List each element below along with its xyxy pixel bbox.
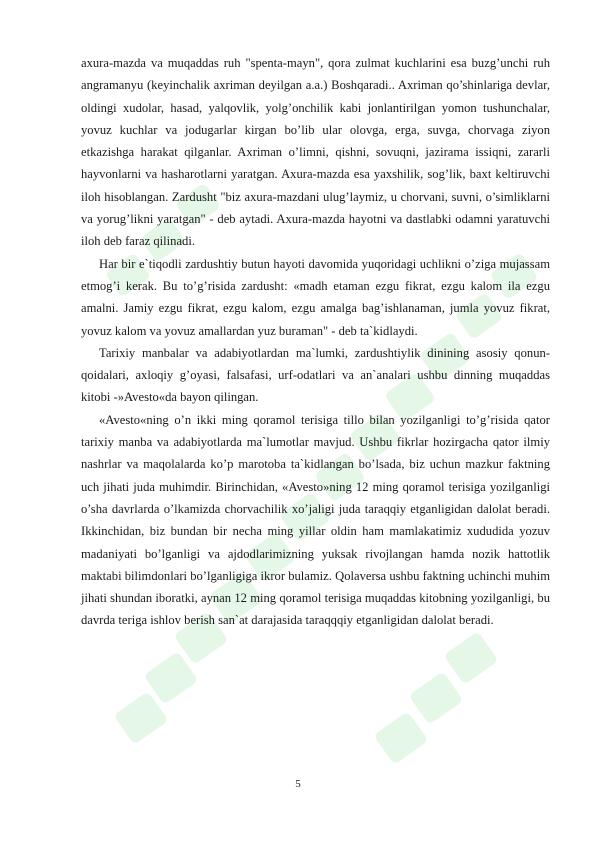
watermark-block xyxy=(373,711,428,765)
page-number: 5 xyxy=(295,778,301,790)
paragraph-1: axura-mazda va muqaddas ruh "spenta-mayn", qora zulmat kuchlarini esa buzg’unchi ruh angramanyu (keyinchalik axriman deyilgan a.a.) Boshqaradi.. Axriman qo’shinlariga devlar, oldingi xudolar, hasad, yalqovlik, yolg’onchilik kabi jonlantirilgan yomon tushunchalar, yovuz kuchlar va jodugarlar kirgan bo’lib ular olovga, erga, suvga, chorvaga ziyon etkazishga harakat qilganlar. Axriman o’limni, qishni, sovuqni, jazirama issiqni, zararli hayvonlarni va hasharotlarni yaratgan. Axura-mazda esa yaxshilik, sog’lik, baxt keltiruvchi iloh hisoblangan. Zardusht "biz axura-mazdani ulug’laymiz, u chorvani, suvni, o’simliklarni va yorug’likni yaratgan" - deb aytadi. Axura-mazda hayotni va dastlabki odamni yaratuvchi iloh deb faraz qilinadi. xyxy=(81,56,550,249)
watermark-block xyxy=(408,671,463,725)
watermark-block xyxy=(443,631,498,685)
watermark-block xyxy=(143,651,198,705)
paragraph-4: «Avesto«ning o’n ikki ming qoramol terisiga tillo bilan yozilganligi to’g’risida qator tarixiy manba va adabiyotlarda ma`lumotlar mavjud. Ushbu fikrlar hozirgacha qator ilmiy nashrlar va maqolalarda ko’p marotoba ta`kidlangan bo’lsada, biz uchun mazkur faktning uch jihati juda muhimdir. Birinchidan, «Avesto»ning 12 ming qoramol terisiga yozilganligi o’sha davrlarda o’lkamizda chorvachilik xo’jaligi juda taraqqiy etganligidan dalolat beradi. Ikkinchidan, biz bundan bir necha ming yillar oldin ham mamlakatimiz xududida yozuv madaniyati bo’lganligi va ajdodlarimizning yuksak rivojlangan hamda nozik hattotlik maktabi bilimdonlari bo’lganligiga ikror bulamiz. Qolaversa ushbu faktning uchinchi muhim jihati shundan iboratki, aynan 12 ming qoramol terisiga muqaddas kitobning yozilganligi, bu davrda teriga ishlov berish san`at darajasida taraqqqiy etganligidan dalolat beradi. xyxy=(81,412,550,628)
watermark-block xyxy=(113,691,168,745)
paragraph-2: Har bir e`tiqodli zardushtiy butun hayoti davomida yuqoridagi uchlikni o’ziga mujassam etmog’i kerak. Bu to’g’risida zardusht: «madh etaman ezgu fikrat, ezgu kalom ila ezgu amalni. Jamiy ezgu fikrat, ezgu kalom, ezgu amalga bag’ishlanaman, jumla yovuz fikrat, yovuz kalom va yovuz amallardan yuz buraman" - deb ta`kidlaydi. xyxy=(81,256,550,338)
document-body xyxy=(81,52,550,632)
paragraph-3: Tarixiy manbalar va adabiyotlardan ma`lumki, zardushtiylik dinining asosiy qonun-qoidalari, axloqiy g’oyasi, falsafasi, urf-odatlari va an`analari ushbu dinning muqaddas kitobi -»Avesto«da bayon qilingan. xyxy=(81,345,550,405)
